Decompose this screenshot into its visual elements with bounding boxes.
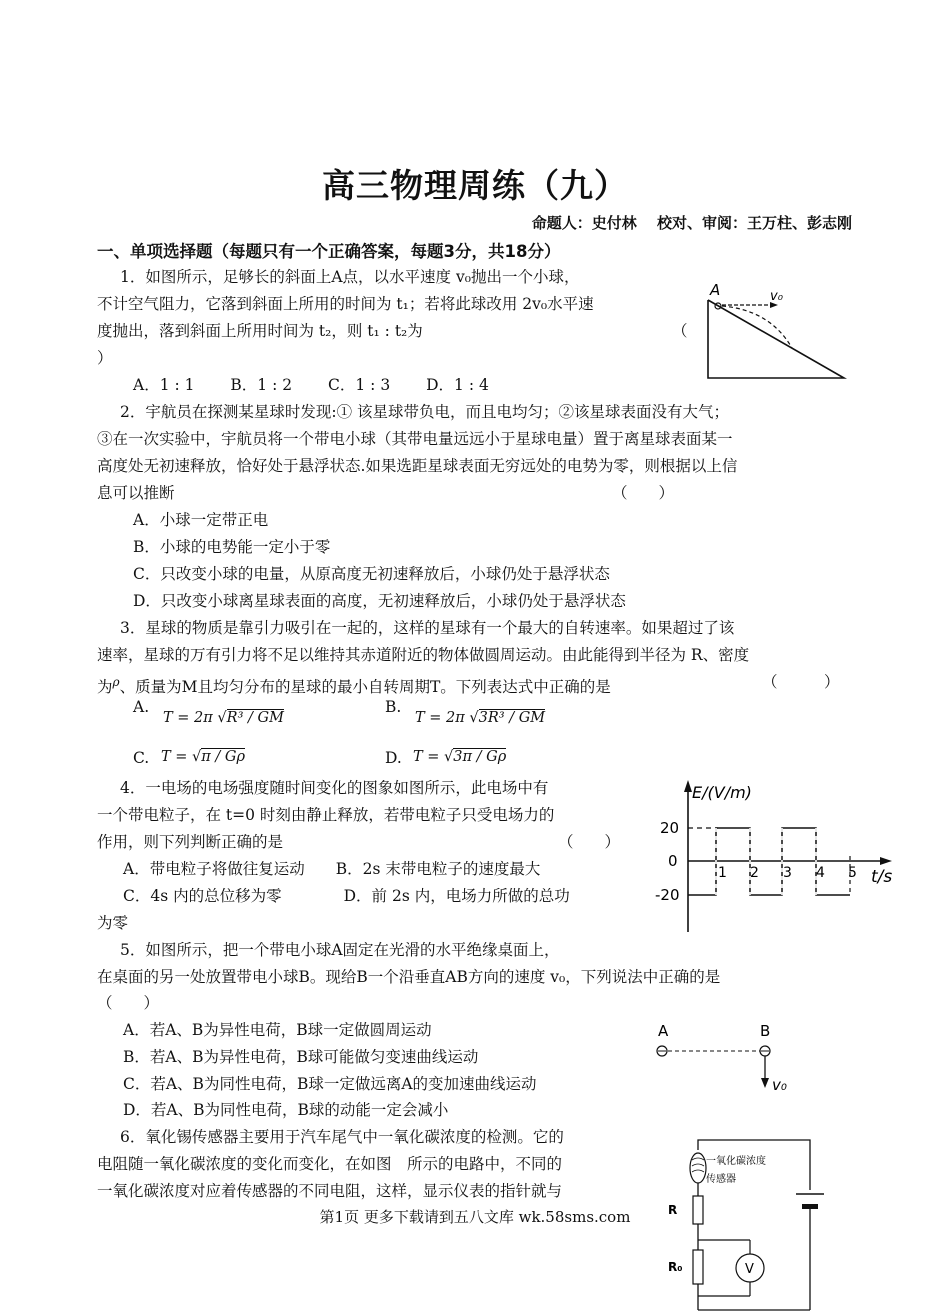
x-axis-label: t/s — [871, 867, 893, 887]
q3-option-d-label: D. — [385, 749, 402, 767]
q3-line-1: 3．星球的物质是靠引力吸引在一起的，这样的星球有一个最大的自转速率。如果超过了该 — [120, 619, 735, 637]
y-axis-label: E/(V/m) — [692, 783, 752, 802]
q2-line-4: 息可以推断 — [97, 484, 175, 502]
q5-option-d: D．若A、B为同性电荷，B球的动能一定会减小 — [123, 1101, 449, 1119]
q2-option-b: B．小球的电势能一定小于零 — [133, 538, 331, 556]
q5-option-a: A．若A、B为异性电荷，B球一定做圆周运动 — [123, 1021, 432, 1039]
x-tick-5: 5 — [848, 865, 857, 881]
q4-line-2: 一个带电粒子，在 t=0 时刻由静止释放，若带电粒子只受电场力的 — [97, 806, 555, 824]
q3-line-3-post: 、质量为M且均匀分布的星球的最小自转周期T。下列表达式中正确的是 — [119, 678, 611, 697]
q4-options-cd: C．4s 内的总位移为零 D．前 2s 内，电场力所做的总功 — [123, 887, 570, 905]
q3-formula-b: T = 2π √3R³ / GM — [415, 710, 546, 726]
q1-paren-close: ） — [97, 349, 113, 367]
q2-line-2: ③在一次实验中，宇航员将一个带电小球（其带电量远远小于星球电量）置于离星球表面某一 — [97, 430, 733, 448]
q5-charges-figure — [648, 1018, 798, 1104]
q3-paren: （ ） — [762, 673, 840, 691]
q5-option-c: C．若A、B为同性电荷，B球一定做远离A的变加速曲线运动 — [123, 1075, 537, 1093]
label-a: A — [710, 281, 721, 299]
formula-b-radicand: 3R³ / GM — [478, 710, 546, 726]
r0-label: R₀ — [668, 1260, 683, 1274]
formula-d-radicand: 3π / Gρ — [453, 749, 507, 765]
q5-option-b: B．若A、B为异性电荷，B球可能做匀变速曲线运动 — [123, 1048, 479, 1066]
q4-line-3: 作用，则下列判断正确的是 — [97, 833, 284, 851]
q3-option-b-label: B. — [385, 698, 402, 716]
label-v0: v₀ — [772, 1076, 787, 1094]
x-tick-4: 4 — [816, 865, 825, 881]
q4-paren: （ ） — [558, 833, 621, 851]
y-tick-minus-20: -20 — [655, 886, 680, 904]
q2-option-a: A．小球一定带正电 — [133, 511, 269, 529]
section-heading: 一、单项选择题（每题只有一个正确答案，每题3分，共18分） — [97, 242, 561, 261]
rho-symbol: ρ — [112, 675, 120, 689]
q1-options: A．1 : 1 B．1 : 2 C．1 : 3 D．1 : 4 — [133, 376, 489, 394]
q2-paren: （ ） — [612, 484, 675, 502]
formula-c-pre: T = — [161, 749, 188, 765]
formula-a-radicand: R³ / GM — [226, 710, 284, 726]
q4-options-cd-cont: 为零 — [97, 914, 129, 932]
formula-a-pre: T = 2π — [163, 710, 213, 726]
authors-line: 命题人：史付林 校对、审阅：王万柱、彭志刚 — [531, 214, 852, 232]
q6-line-1: 6．氧化锡传感器主要用于汽车尾气中一氧化碳浓度的检测。它的 — [120, 1128, 564, 1146]
q2-option-c: C．只改变小球的电量，从原高度无初速释放后，小球仍处于悬浮状态 — [133, 565, 610, 583]
x-tick-2: 2 — [750, 865, 759, 881]
q6-line-3: 一氧化碳浓度对应着传感器的不同电阻，这样，显示仪表的指针就与 — [97, 1182, 563, 1200]
q1-line-3: 度抛出，落到斜面上所用时间为 t₂，则 t₁ : t₂为 — [97, 322, 423, 340]
q1-paren-open: （ — [672, 322, 688, 340]
y-tick-0: 0 — [668, 852, 678, 870]
q2-line-1: 2．宇航员在探测某星球时发现:① 该星球带负电，而且电均匀；②该星球表面没有大气； — [120, 403, 730, 421]
sensor-element — [690, 1153, 706, 1183]
y-axis-arrowhead — [684, 780, 692, 792]
q4-line-1: 4．一电场的电场强度随时间变化的图象如图所示，此电场中有 — [120, 779, 549, 797]
page-footer: 第1页 更多下载请到五八文库 wk.58sms.com — [319, 1208, 631, 1226]
sensor-label-1: 一氧化碳浓度 — [706, 1156, 766, 1167]
q3-option-c-label: C. — [133, 749, 150, 767]
q5-line-2: 在桌面的另一处放置带电小球B。现给B一个沿垂直AB方向的速度 v₀，下列说法中正确的是 — [97, 968, 721, 986]
q2-line-3: 高度处无初速释放，恰好处于悬浮状态.如果选距星球表面无穷远处的电势为零，则根据以上信 — [97, 457, 738, 475]
q3-line-2: 速率，星球的万有引力将不足以维持其赤道附近的物体做圆周运动。由此能得到半径为 R、密度 — [97, 646, 750, 664]
q3-formula-a: T = 2π √R³ / GM — [163, 710, 284, 726]
v0-arrowhead — [761, 1078, 769, 1088]
q1-line-1: 1．如图所示，足够长的斜面上A点，以水平速度 v₀抛出一个小球， — [120, 268, 580, 286]
q3-formula-c: T = √π / Gρ — [161, 749, 246, 765]
formula-d-pre: T = — [413, 749, 440, 765]
x-tick-3: 3 — [783, 865, 792, 881]
q4-field-graph — [652, 776, 902, 934]
q1-incline-figure — [700, 278, 850, 382]
resistor-r0 — [693, 1250, 703, 1284]
x-tick-1: 1 — [718, 865, 727, 881]
q3-line-3-pre: 为 — [97, 678, 113, 697]
q3-line-3 — [97, 669, 611, 701]
q4-options-ab: A．带电粒子将做往复运动 B．2s 末带电粒子的速度最大 — [123, 860, 541, 878]
q1-line-2: 不计空气阻力，它落到斜面上所用的时间为 t₁；若将此球改用 2v₀水平速 — [97, 295, 594, 313]
formula-c-radicand: π / Gρ — [201, 749, 246, 765]
q5-line-3: （ ） — [97, 994, 160, 1012]
q6-line-2: 电阻随一氧化碳浓度的变化而变化，在如图 所示的电路中，不同的 — [97, 1155, 563, 1173]
sensor-label-2: 传感器 — [706, 1174, 736, 1185]
r-label: R — [668, 1203, 678, 1217]
sensor-coil — [692, 1158, 704, 1172]
q3-option-a-label: A. — [133, 698, 150, 716]
page-title: 高三物理周练（九） — [322, 166, 628, 205]
meter-label: V — [745, 1262, 754, 1277]
q2-option-d: D．只改变小球离星球表面的高度，无初速释放后，小球仍处于悬浮状态 — [133, 592, 626, 610]
formula-b-pre: T = 2π — [415, 710, 465, 726]
x-axis-arrowhead — [880, 857, 892, 865]
q5-line-1: 5．如图所示，把一个带电小球A固定在光滑的水平绝缘桌面上， — [120, 941, 560, 959]
label-b: B — [760, 1022, 771, 1040]
label-v0: v₀ — [770, 289, 783, 304]
incline-triangle — [708, 300, 844, 378]
label-a: A — [658, 1022, 669, 1040]
q3-formula-d: T = √3π / Gρ — [413, 749, 507, 765]
y-tick-20: 20 — [660, 819, 680, 837]
